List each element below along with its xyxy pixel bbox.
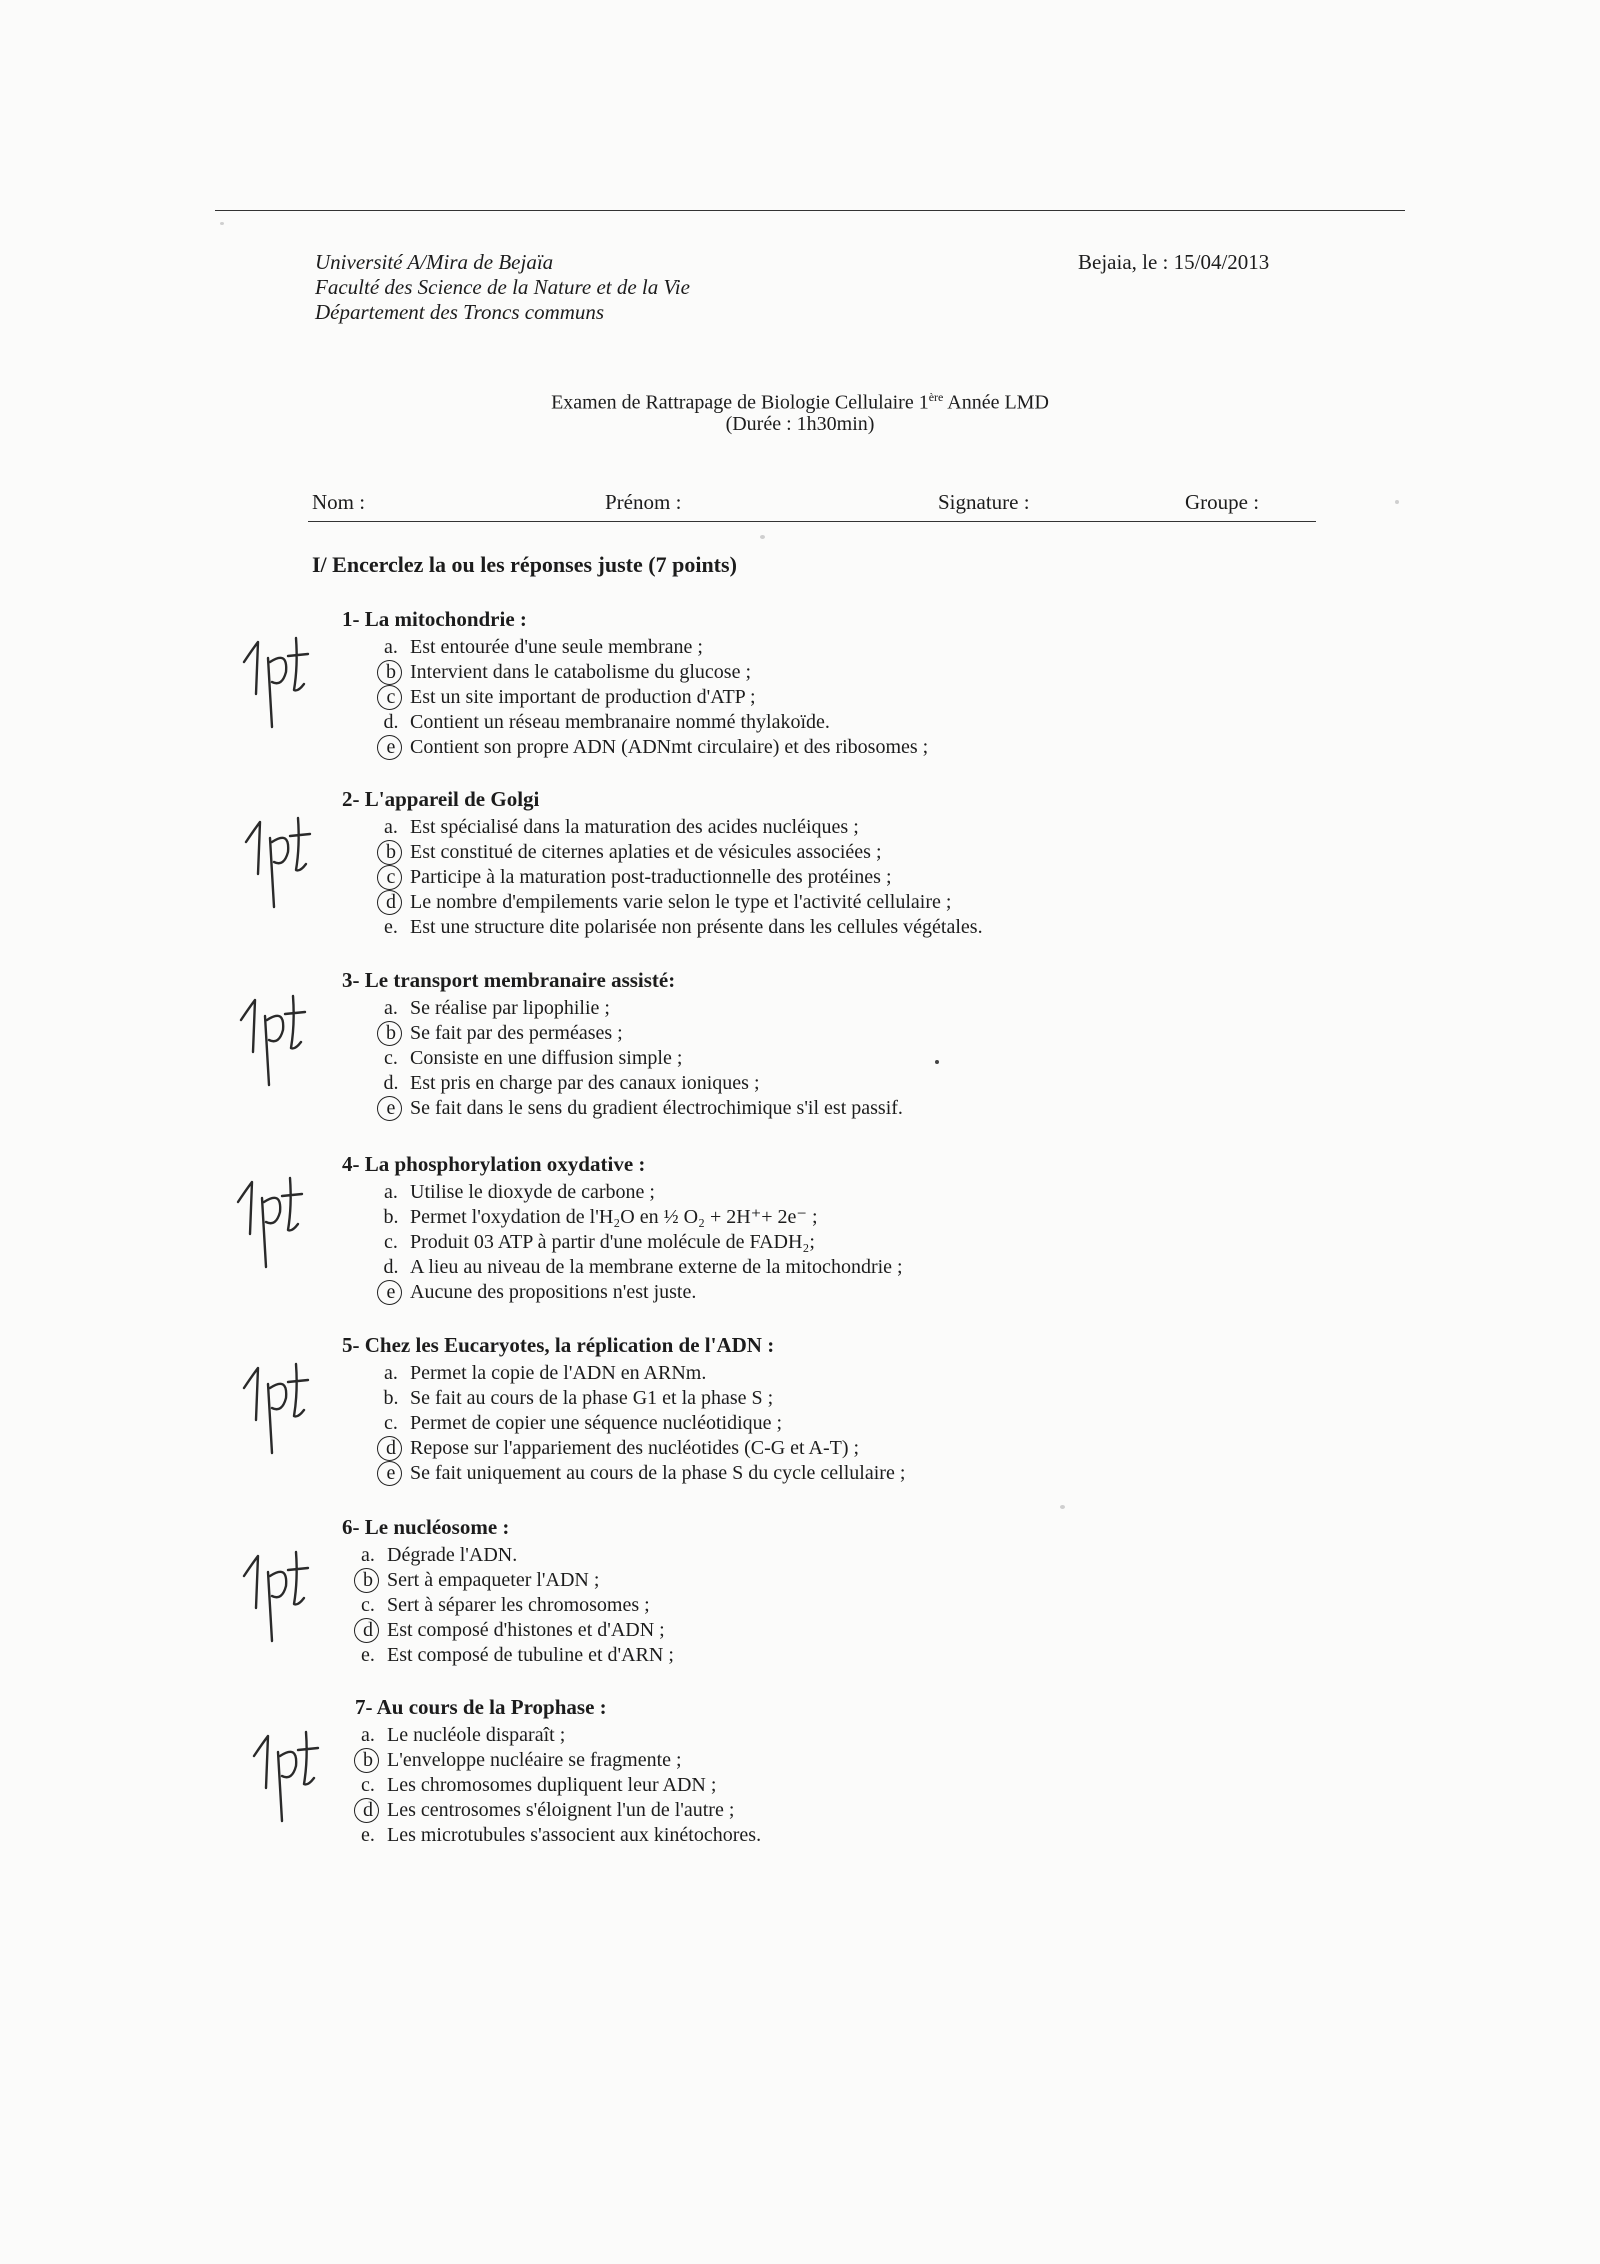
option-text: Est constitué de citernes aplaties et de vésicules associées ; — [410, 841, 882, 863]
circled-option-letter: e — [378, 1280, 404, 1305]
handwritten-1pt — [240, 812, 340, 922]
answer-option[interactable] — [355, 1618, 674, 1643]
answer-option[interactable] — [378, 865, 983, 890]
circled-option-letter: d — [355, 1798, 381, 1823]
grade-mark-1 — [238, 632, 338, 747]
option-text: Contient son propre ADN (ADNmt circulaire) et des ribosomes ; — [410, 736, 929, 758]
grade-mark-3 — [235, 990, 335, 1105]
option-text: Est composé de tubuline et d'ARN ; — [387, 1644, 674, 1666]
question-title — [342, 787, 983, 815]
option-text: Est une structure dite polarisée non présente dans les cellules végétales. — [410, 916, 983, 938]
option-text: A lieu au niveau de la membrane externe de la mitochondrie ; — [410, 1256, 903, 1278]
circled-option-letter: d — [378, 1436, 404, 1461]
circled-option-letter: b — [355, 1568, 381, 1593]
groupe-field[interactable]: Groupe : — [1185, 490, 1260, 514]
circled-option-letter: b — [378, 840, 404, 865]
option-text: Consiste en une diffusion simple ; — [410, 1047, 683, 1069]
answer-option[interactable] — [378, 710, 928, 735]
option-letter: a. — [384, 816, 398, 838]
option-text: Utilise le dioxyde de carbone ; — [410, 1181, 655, 1203]
question-title — [342, 1152, 903, 1180]
answer-option[interactable] — [378, 1411, 905, 1436]
option-letter: a. — [361, 1544, 375, 1566]
circled-option-letter: c — [378, 685, 404, 710]
option-text: Participe à la maturation post-traductionnelle des protéines ; — [410, 866, 892, 888]
circled-option-letter: c — [378, 865, 404, 890]
option-text: Aucune des propositions n'est juste. — [410, 1281, 697, 1303]
grade-mark-5 — [238, 1358, 338, 1473]
exam-date: Bejaia, le : 15/04/2013 — [1078, 250, 1270, 274]
answer-option[interactable] — [378, 1071, 903, 1096]
answer-option[interactable] — [378, 1096, 903, 1121]
answer-option[interactable] — [378, 1230, 903, 1255]
option-list — [378, 635, 928, 760]
question-title — [342, 607, 928, 635]
question-3 — [342, 968, 903, 1121]
answer-option[interactable] — [378, 1386, 905, 1411]
answer-option[interactable] — [378, 915, 983, 940]
handwritten-1pt — [235, 990, 335, 1100]
option-list — [378, 1180, 903, 1305]
faculty-name: Faculté des Science de la Nature et de la Vie — [315, 275, 690, 299]
question-title-text: La phosphorylation oxydative : — [364, 1152, 646, 1176]
grade-mark-2 — [240, 812, 340, 927]
signature-field[interactable]: Signature : — [938, 490, 1030, 514]
section-title: I/ Encerclez la ou les réponses juste (7 points) — [312, 552, 737, 577]
handwritten-1pt — [248, 1726, 348, 1836]
fields-underline — [308, 521, 1316, 522]
option-text: Les microtubules s'associent aux kinétochores. — [387, 1824, 762, 1846]
option-text: Permet la copie de l'ADN en ARNm. — [410, 1362, 707, 1384]
answer-option[interactable] — [355, 1798, 761, 1823]
answer-option[interactable] — [378, 685, 928, 710]
option-text: L'enveloppe nucléaire se fragmente ; — [387, 1749, 682, 1771]
option-text: Est composé d'histones et d'ADN ; — [387, 1619, 665, 1641]
question-7 — [355, 1695, 761, 1848]
question-title-text: L'appareil de Golgi — [364, 787, 540, 811]
grade-mark-6 — [238, 1546, 338, 1661]
circled-option-letter: e — [378, 735, 404, 760]
exam-title-sup: ère — [928, 390, 944, 404]
question-title — [355, 1695, 761, 1723]
option-text: Repose sur l'appariement des nucléotides (C-G et A-T) ; — [410, 1437, 860, 1459]
option-text: Le nombre d'empilements varie selon le type et l'activité cellulaire ; — [410, 891, 952, 913]
option-text: Le nucléole disparaît ; — [387, 1724, 566, 1746]
question-number: 7- — [355, 1695, 377, 1719]
option-letter: c. — [384, 1231, 398, 1253]
option-text: Se réalise par lipophilie ; — [410, 997, 610, 1019]
option-text: Permet l'oxydation de l'H₂O en ½ O₂ + 2H⁺+ 2e⁻ ; — [410, 1206, 818, 1228]
question-title-text: La mitochondrie : — [364, 607, 527, 631]
option-letter: a. — [361, 1724, 375, 1746]
option-text: Permet de copier une séquence nucléotidique ; — [410, 1412, 783, 1434]
answer-option[interactable] — [355, 1543, 674, 1568]
top-divider — [215, 210, 1405, 211]
option-letter: d. — [383, 1256, 399, 1278]
answer-option[interactable] — [378, 1461, 905, 1486]
answer-option[interactable] — [378, 1255, 903, 1280]
answer-option[interactable] — [378, 1021, 903, 1046]
question-number: 3- — [342, 968, 365, 992]
option-text: Sert à séparer les chromosomes ; — [387, 1594, 650, 1616]
answer-option[interactable] — [378, 840, 983, 865]
question-number: 5- — [342, 1333, 365, 1357]
question-1 — [342, 607, 928, 760]
option-text: Les centrosomes s'éloignent l'un de l'autre ; — [387, 1799, 735, 1821]
exam-duration: (Durée : 1h30min) — [725, 413, 875, 435]
option-text: Est spécialisé dans la maturation des acides nucléiques ; — [410, 816, 859, 838]
answer-option[interactable] — [378, 1180, 903, 1205]
grade-mark-4 — [232, 1172, 332, 1287]
answer-option[interactable] — [355, 1568, 674, 1593]
question-title — [342, 1333, 905, 1361]
option-text: Contient un réseau membranaire nommé thylakoïde. — [410, 711, 830, 733]
option-letter: c. — [384, 1412, 398, 1434]
university-name: Université A/Mira de Bejaïa — [315, 250, 554, 274]
question-title — [342, 1515, 674, 1543]
answer-option[interactable] — [378, 635, 928, 660]
question-number: 1- — [342, 607, 365, 631]
option-text: Sert à empaqueter l'ADN ; — [387, 1569, 600, 1591]
option-letter: c. — [384, 1047, 398, 1069]
circled-option-letter: e — [378, 1461, 404, 1486]
answer-option[interactable] — [378, 815, 983, 840]
answer-option[interactable] — [378, 1436, 905, 1461]
option-letter: e. — [384, 916, 398, 938]
option-letter: c. — [361, 1774, 375, 1796]
exam-title-end: Année LMD — [943, 391, 1049, 414]
department-name: Département des Troncs communs — [315, 300, 605, 324]
circled-option-letter: e — [378, 1096, 404, 1121]
circled-option-letter: b — [378, 1021, 404, 1046]
question-title-text: Au cours de la Prophase : — [376, 1695, 607, 1719]
answer-option[interactable] — [355, 1723, 761, 1748]
question-title — [342, 968, 903, 996]
option-letter: a. — [384, 1181, 398, 1203]
option-list — [355, 1723, 761, 1848]
nom-field[interactable]: Nom : — [312, 490, 366, 514]
option-text: Se fait dans le sens du gradient électrochimique s'il est passif. — [410, 1097, 903, 1119]
option-text: Produit 03 ATP à partir d'une molécule de FADH₂; — [410, 1231, 815, 1253]
handwritten-1pt — [238, 1358, 338, 1468]
answer-option[interactable] — [378, 1280, 903, 1305]
option-list — [355, 1543, 674, 1668]
circled-option-letter: b — [378, 660, 404, 685]
answer-option[interactable] — [378, 735, 928, 760]
exam-title-main: Examen de Rattrapage de Biologie Cellulaire 1 — [551, 391, 929, 414]
option-letter: a. — [384, 636, 398, 658]
option-list — [378, 815, 983, 940]
answer-option[interactable] — [378, 890, 983, 915]
option-text: Est un site important de production d'ATP ; — [410, 686, 756, 708]
handwritten-1pt — [238, 1546, 338, 1656]
institution-header — [315, 250, 690, 325]
answer-option[interactable] — [355, 1593, 674, 1618]
question-5 — [342, 1333, 905, 1486]
option-letter: c. — [361, 1594, 375, 1616]
answer-option[interactable] — [355, 1643, 674, 1668]
option-text: Les chromosomes dupliquent leur ADN ; — [387, 1774, 717, 1796]
grade-mark-7 — [248, 1726, 348, 1841]
option-letter: a. — [384, 1362, 398, 1384]
question-title-text: Le transport membranaire assisté: — [364, 968, 676, 992]
question-title-text: Le nucléosome : — [364, 1515, 510, 1539]
option-text: Se fait par des perméases ; — [410, 1022, 623, 1044]
question-4 — [342, 1152, 903, 1305]
answer-option[interactable] — [355, 1823, 761, 1848]
handwritten-1pt — [238, 632, 338, 742]
question-6 — [342, 1515, 674, 1668]
question-2 — [342, 787, 983, 940]
answer-option[interactable] — [378, 1361, 905, 1386]
option-text: Dégrade l'ADN. — [387, 1544, 518, 1566]
question-number: 4- — [342, 1152, 365, 1176]
option-text: Est pris en charge par des canaux ioniques ; — [410, 1072, 760, 1094]
option-list — [378, 1361, 905, 1486]
option-letter: e. — [361, 1644, 375, 1666]
option-text: Intervient dans le catabolisme du glucose ; — [410, 661, 752, 683]
option-letter: a. — [384, 997, 398, 1019]
option-letter: e. — [361, 1824, 375, 1846]
prenom-field[interactable]: Prénom : — [605, 490, 682, 514]
answer-option[interactable] — [378, 1205, 903, 1230]
answer-option[interactable] — [355, 1748, 761, 1773]
handwritten-1pt — [232, 1172, 332, 1282]
question-number: 2- — [342, 787, 365, 811]
circled-option-letter: b — [355, 1748, 381, 1773]
option-list — [378, 996, 903, 1121]
option-letter: d. — [383, 1072, 399, 1094]
question-number: 6- — [342, 1515, 365, 1539]
option-letter: d. — [383, 711, 399, 733]
option-text: Se fait au cours de la phase G1 et la phase S ; — [410, 1387, 774, 1409]
option-text: Est entourée d'une seule membrane ; — [410, 636, 703, 658]
option-letter: b. — [383, 1206, 399, 1228]
answer-option[interactable] — [378, 660, 928, 685]
answer-option[interactable] — [355, 1773, 761, 1798]
question-title-text: Chez les Eucaryotes, la réplication de l'ADN : — [364, 1333, 775, 1357]
answer-option[interactable] — [378, 996, 903, 1021]
circled-option-letter: d — [355, 1618, 381, 1643]
option-letter: b. — [383, 1387, 399, 1409]
circled-option-letter: d — [378, 890, 404, 915]
answer-option[interactable] — [378, 1046, 903, 1071]
option-text: Se fait uniquement au cours de la phase S du cycle cellulaire ; — [410, 1462, 906, 1484]
